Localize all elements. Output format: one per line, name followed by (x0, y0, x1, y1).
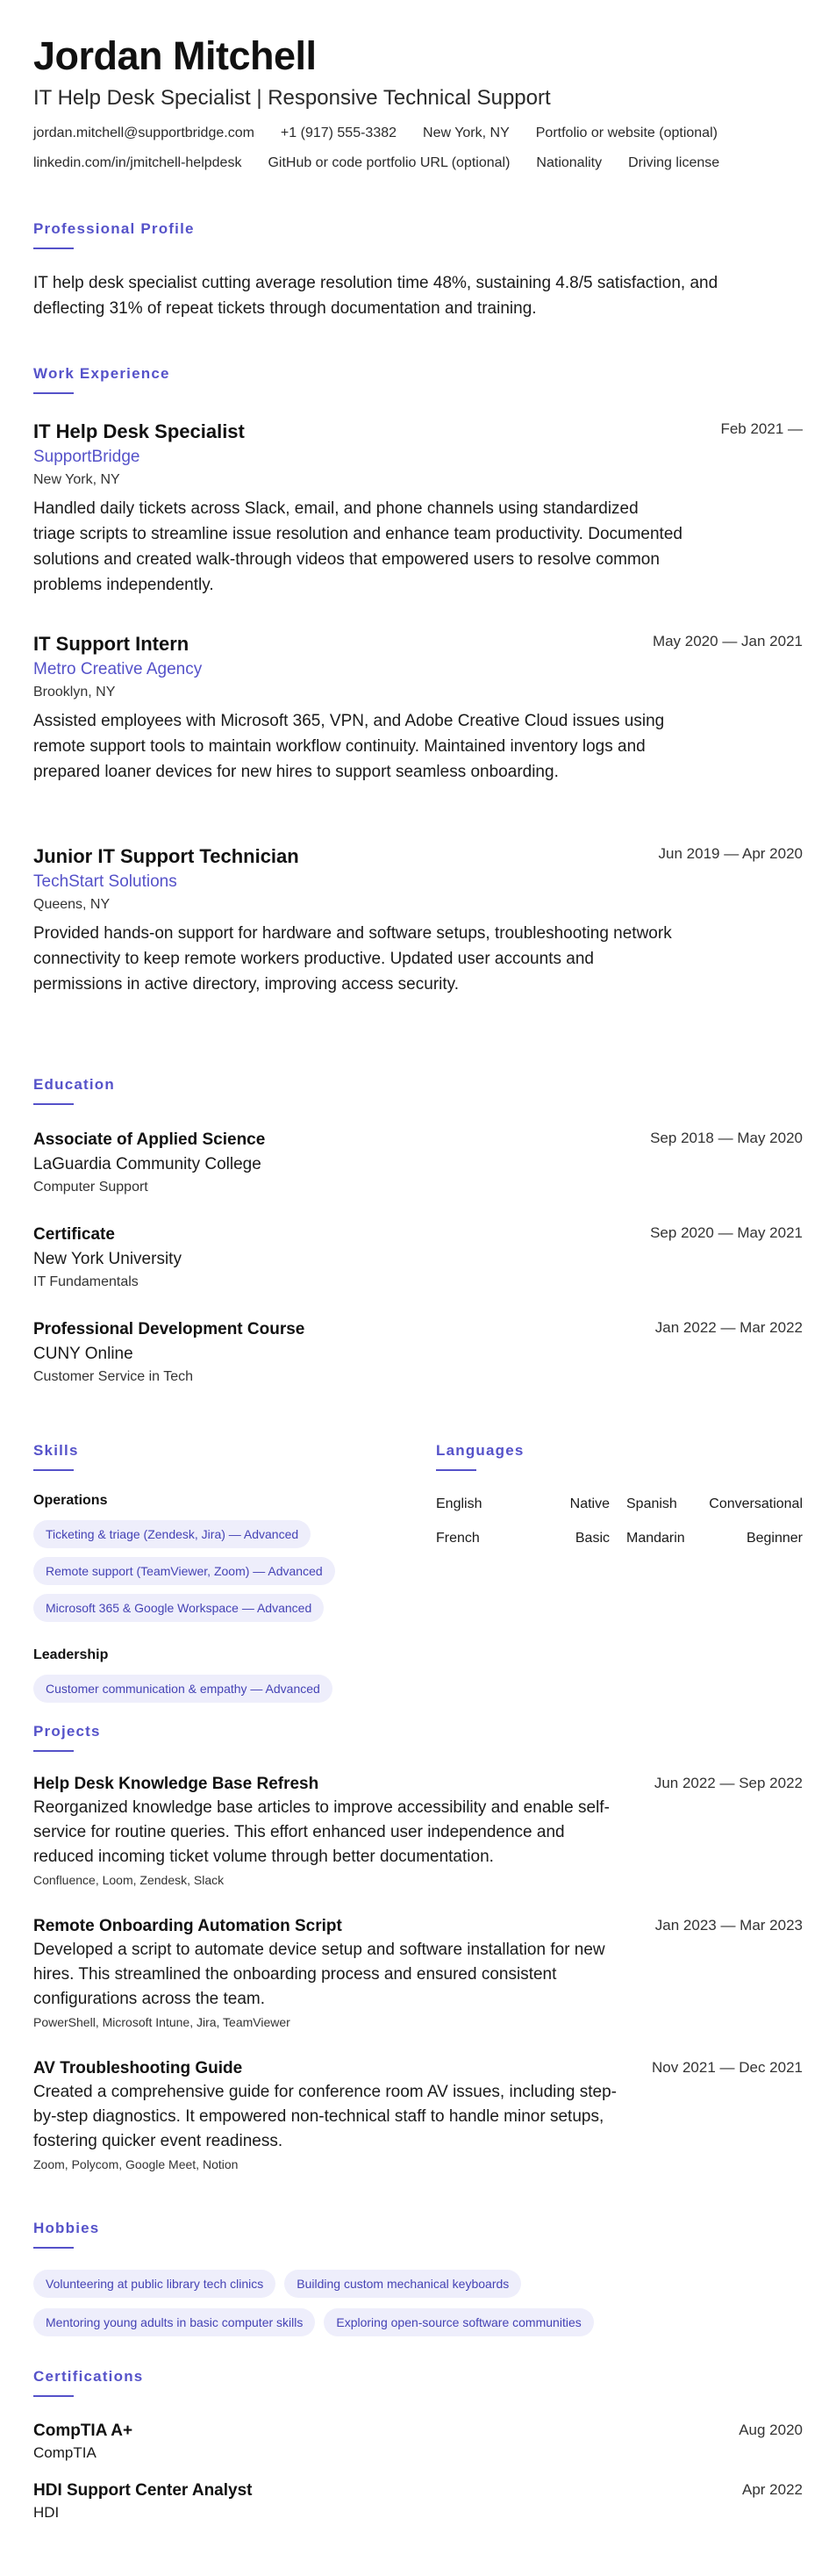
hobby-chip: Volunteering at public library tech clinics (33, 2270, 275, 2298)
job-description: Handled daily tickets across Slack, email, and phone channels using standardized triage scripts to streamline issue resolution and enhance team productivity. Documented solutions and created walk-through videos that empowered users to resolve common problems independently. (33, 499, 682, 594)
section-heading: Certifications (33, 2368, 144, 2385)
hobby-chip-list (33, 2270, 700, 2336)
section-heading: Languages (436, 1442, 525, 1459)
contact-portfolio[interactable]: Portfolio or website (optional) (535, 126, 718, 140)
skill-chip-list (33, 1675, 411, 1703)
education-school: LaGuardia Community College (33, 1155, 261, 1173)
job-description: Provided hands-on support for hardware and software setups, troubleshooting network connectivity to keep remote workers productive. Updated user accounts and permissions in active directory, improving access security. (33, 924, 672, 994)
job-entry (33, 419, 803, 598)
contact-nationality: Nationality (536, 155, 603, 170)
skill-chip: Ticketing & triage (Zendesk, Jira) — Advanced (33, 1520, 311, 1548)
job-company: Metro Creative Agency (33, 660, 203, 678)
skill-chip: Customer communication & empathy — Advanced (33, 1675, 332, 1703)
language-name: Mandarin (626, 1531, 685, 1546)
language-level: Conversational (709, 1496, 803, 1511)
skill-group-name: Operations (33, 1493, 108, 1508)
project-entry (33, 1773, 803, 1889)
certification-name: HDI Support Center Analyst (33, 2481, 253, 2500)
job-location: New York, NY (33, 472, 120, 487)
hobby-chip: Building custom mechanical keyboards (284, 2270, 521, 2298)
education-dates: Jan 2022 — Mar 2022 (654, 1319, 803, 1336)
certification-issuer: CompTIA (33, 2444, 96, 2461)
hobbies-section (33, 2219, 803, 2336)
project-title: AV Troubleshooting Guide (33, 2059, 243, 2077)
education-field: IT Fundamentals (33, 1274, 139, 1289)
skill-group (33, 1645, 411, 1703)
job-company: TechStart Solutions (33, 872, 177, 891)
projects-section (33, 1722, 803, 2196)
skill-group (33, 1490, 411, 1622)
project-description: Created a comprehensive guide for conference room AV issues, including step-by-step diagnostics. It empowered non-technical staff to handle minor setups, fostering quicker event readiness. (33, 2083, 618, 2150)
job-dates: Feb 2021 — (720, 420, 803, 437)
education-entry (33, 1128, 803, 1198)
section-heading: Skills (33, 1442, 79, 1459)
education-entry (33, 1223, 803, 1293)
certification-date: Apr 2022 (742, 2481, 803, 2498)
job-title: IT Support Intern (33, 633, 189, 655)
project-dates: Nov 2021 — Dec 2021 (652, 2059, 803, 2076)
section-divider (33, 2395, 74, 2397)
skill-chip: Microsoft 365 & Google Workspace — Advanced (33, 1594, 324, 1622)
education-dates: Sep 2018 — May 2020 (650, 1130, 803, 1146)
language-name: Spanish (626, 1496, 677, 1511)
hobby-chip: Mentoring young adults in basic computer skills (33, 2308, 315, 2336)
education-entry (33, 1317, 803, 1388)
section-divider (33, 1469, 74, 1471)
job-entry (33, 843, 803, 997)
education-degree: Professional Development Course (33, 1320, 305, 1338)
job-dates: May 2020 — Jan 2021 (652, 633, 803, 649)
section-heading: Projects (33, 1723, 101, 1740)
contact-driving-license: Driving license (628, 155, 720, 170)
project-entry (33, 2057, 803, 2173)
project-entry (33, 1915, 803, 2031)
job-title: Junior IT Support Technician (33, 845, 299, 867)
skill-chip-list (33, 1520, 411, 1622)
section-heading: Work Experience (33, 365, 170, 382)
section-divider (33, 2247, 74, 2249)
certification-entry (33, 2479, 803, 2523)
contact-email[interactable]: jordan.mitchell@supportbridge.com (33, 126, 254, 140)
section-heading: Professional Profile (33, 220, 195, 237)
project-tech: Confluence, Loom, Zendesk, Slack (33, 1873, 225, 1887)
certification-date: Aug 2020 (739, 2422, 803, 2438)
section-divider (436, 1469, 476, 1471)
section-heading: Hobbies (33, 2220, 100, 2236)
candidate-title: IT Help Desk Specialist | Responsive Technical Support (33, 86, 551, 110)
languages-section (436, 1441, 803, 1573)
language-name: French (436, 1531, 480, 1546)
job-company: SupportBridge (33, 448, 140, 466)
project-title: Help Desk Knowledge Base Refresh (33, 1775, 319, 1793)
hobby-chip: Exploring open-source software communities (324, 2308, 593, 2336)
project-tech: Zoom, Polycom, Google Meet, Notion (33, 2157, 239, 2171)
profile-summary: IT help desk specialist cutting average resolution time 48%, sustaining 4.8/5 satisfaction, and deflecting 31% of repeat tickets through documentation and training. (33, 274, 718, 318)
education-section (33, 1075, 803, 1409)
section-divider (33, 392, 74, 394)
project-tech: PowerShell, Microsoft Intune, Jira, TeamViewer (33, 2015, 290, 2029)
education-degree: Certificate (33, 1225, 115, 1244)
contact-github[interactable]: GitHub or code portfolio URL (optional) (268, 155, 511, 170)
job-entry (33, 631, 803, 785)
project-dates: Jun 2022 — Sep 2022 (654, 1775, 803, 1791)
language-level: Native (569, 1496, 610, 1511)
profile-section (33, 219, 803, 321)
contact-location: New York, NY (423, 126, 510, 140)
job-location: Brooklyn, NY (33, 685, 116, 700)
contact-linkedin[interactable]: linkedin.com/in/jmitchell-helpdesk (33, 155, 242, 170)
experience-section (33, 364, 803, 1031)
section-divider (33, 1103, 74, 1105)
job-description: Assisted employees with Microsoft 365, VPN, and Adobe Creative Cloud issues using remote support tools to maintain workflow continuity. Maintained inventory logs and prepared loaner devices for new hires to support seamless onboarding. (33, 712, 665, 781)
skill-chip: Remote support (TeamViewer, Zoom) — Advanced (33, 1557, 335, 1585)
education-dates: Sep 2020 — May 2021 (650, 1224, 803, 1241)
project-description: Developed a script to automate device setup and software installation for new hires. This streamlined the onboarding process and ensured consistent configurations across the team. (33, 1941, 605, 2008)
certification-issuer: HDI (33, 2504, 60, 2521)
skill-group-name: Leadership (33, 1647, 109, 1662)
education-field: Computer Support (33, 1180, 148, 1195)
certifications-section (33, 2367, 803, 2543)
contact-list (33, 123, 805, 174)
education-field: Customer Service in Tech (33, 1369, 193, 1384)
skills-section (33, 1441, 411, 1703)
project-dates: Jan 2023 — Mar 2023 (654, 1917, 803, 1934)
certification-entry (33, 2420, 803, 2464)
project-description: Reorganized knowledge base articles to improve accessibility and enable self-service for routine queries. This effort enhanced user independence and reduced incoming ticket volume through better documentation. (33, 1798, 610, 1866)
project-title: Remote Onboarding Automation Script (33, 1917, 342, 1935)
language-level: Beginner (746, 1531, 803, 1546)
candidate-name: Jordan Mitchell (33, 33, 317, 78)
education-school: New York University (33, 1250, 182, 1268)
language-name: English (436, 1496, 482, 1511)
language-level: Basic (575, 1531, 610, 1546)
section-divider (33, 248, 74, 249)
section-heading: Education (33, 1076, 115, 1093)
education-degree: Associate of Applied Science (33, 1130, 266, 1149)
section-divider (33, 1750, 74, 1752)
education-school: CUNY Online (33, 1345, 133, 1363)
job-location: Queens, NY (33, 897, 111, 912)
job-dates: Jun 2019 — Apr 2020 (658, 845, 803, 862)
certification-name: CompTIA A+ (33, 2422, 133, 2440)
contact-phone[interactable]: +1 (917) 555-3382 (280, 126, 397, 140)
job-title: IT Help Desk Specialist (33, 420, 245, 442)
